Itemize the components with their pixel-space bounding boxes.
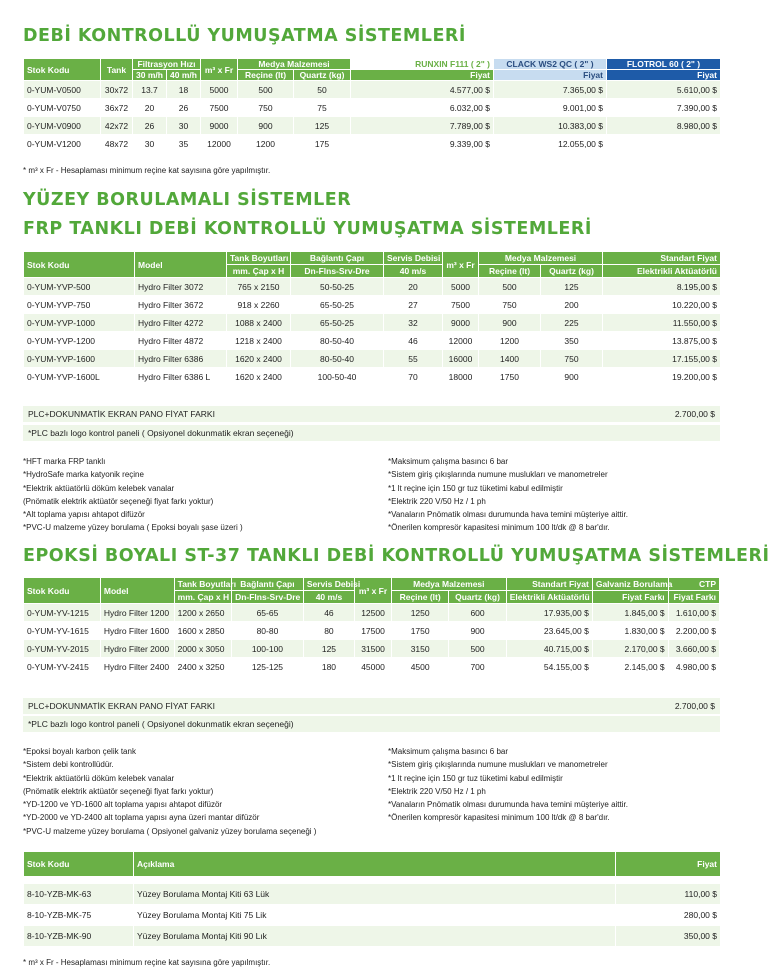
table-epoksi bbox=[23, 577, 720, 676]
note-line: *Vanaların Pnömatik olması durumunda hava temini müşteriye aittir. bbox=[388, 510, 628, 520]
table-row bbox=[24, 350, 721, 368]
table-row bbox=[24, 278, 721, 296]
table-cell: 2.145,00 $ bbox=[592, 658, 668, 676]
col-header-elektrikli: Elektrikli Aktüatörlü bbox=[603, 265, 721, 278]
table-cell: 20 bbox=[384, 278, 443, 296]
table-cell: 12.055,00 $ bbox=[494, 135, 607, 153]
table-cell: 350,00 $ bbox=[616, 926, 721, 947]
col-header-runxin: RUNXIN F111 ( 2" ) bbox=[351, 59, 494, 70]
note-line: *1 lt reçine için 150 gr tuz tüketimi kabul edilmiştir bbox=[388, 483, 563, 493]
table-cell: 75 bbox=[294, 99, 351, 117]
table-cell: 2.170,00 $ bbox=[592, 640, 668, 658]
table-debi-kontrollu bbox=[23, 58, 721, 153]
col-header-quartz: Quartz (kg) bbox=[541, 265, 603, 278]
table-cell: 0-YUM-YVP-750 bbox=[24, 296, 135, 314]
table-cell: 13.7 bbox=[133, 81, 167, 99]
table-cell: 0-YUM-V1200 bbox=[24, 135, 101, 153]
col-header-dn: Dn-Flns-Srv-Dre bbox=[232, 591, 304, 604]
footnote-m3: * m³ x Fr - Hesaplaması minimum reçine kat sayısına göre yapılmıştır. bbox=[23, 166, 271, 175]
table-cell: 350 bbox=[541, 332, 603, 350]
table-cell: 7.789,00 $ bbox=[351, 117, 494, 135]
note-line: *Epoksi boyalı karbon çelik tank bbox=[23, 747, 136, 756]
table-row bbox=[24, 658, 720, 676]
table-cell: 225 bbox=[541, 314, 603, 332]
col-header-fiyat: Fiyat bbox=[616, 852, 721, 877]
table-cell: 2400 x 3250 bbox=[174, 658, 231, 676]
table-cell: 918 x 2260 bbox=[227, 296, 291, 314]
table-cell: 0-YUM-YV-2415 bbox=[24, 658, 101, 676]
table-cell: 20 bbox=[133, 99, 167, 117]
table-cell: 100-50-40 bbox=[291, 368, 384, 386]
col-header-ctp-fark: Fiyat Farkı bbox=[668, 591, 719, 604]
table-cell: 12000 bbox=[443, 332, 479, 350]
col-header-ctp: CTP bbox=[668, 578, 719, 591]
table-cell: 1750 bbox=[391, 622, 448, 640]
plc-price: 2.700,00 $ bbox=[674, 701, 715, 711]
table-cell: 10.383,00 $ bbox=[494, 117, 607, 135]
col-header-model: Model bbox=[135, 252, 227, 278]
table-cell: 80-80 bbox=[232, 622, 304, 640]
note-line: *Elektrik aktüatörlü döküm kelebek vanalar bbox=[23, 483, 175, 493]
table-cell: 5000 bbox=[443, 278, 479, 296]
table-cell: 125-125 bbox=[232, 658, 304, 676]
table-cell: 9.001,00 $ bbox=[494, 99, 607, 117]
col-header-recine: Reçine (lt) bbox=[238, 70, 294, 81]
table-cell: 125 bbox=[294, 117, 351, 135]
table-cell: 4.577,00 $ bbox=[351, 81, 494, 99]
table-cell: 80 bbox=[303, 622, 354, 640]
table-row bbox=[24, 135, 721, 153]
table-cell: 30x72 bbox=[101, 81, 133, 99]
table-cell: 65-50-25 bbox=[291, 314, 384, 332]
table-cell: 12500 bbox=[355, 604, 392, 622]
table-cell: 0-YUM-YVP-1600L bbox=[24, 368, 135, 386]
table-cell: 180 bbox=[303, 658, 354, 676]
table-cell: 17500 bbox=[355, 622, 392, 640]
table-cell: 1.830,00 $ bbox=[592, 622, 668, 640]
table-cell: 23.645,00 $ bbox=[506, 622, 592, 640]
table-cell: 200 bbox=[541, 296, 603, 314]
col-header-elektrikli: Elektrikli Aktüatörlü bbox=[506, 591, 592, 604]
table-cell: 9.339,00 $ bbox=[351, 135, 494, 153]
table-montaj-kiti bbox=[23, 851, 721, 947]
note-line: *Elektrik 220 V/50 Hz / 1 ph bbox=[388, 496, 486, 506]
table-cell: 0-YUM-YV-2015 bbox=[24, 640, 101, 658]
plc-note: *PLC bazlı logo kontrol paneli ( Opsiyonel dokunmatik ekran seçeneği) bbox=[28, 428, 294, 438]
plc-price-row bbox=[23, 698, 720, 714]
table-cell: Hydro Filter 1600 bbox=[100, 622, 174, 640]
table-cell: 40.715,00 $ bbox=[506, 640, 592, 658]
table-cell: 36x72 bbox=[101, 99, 133, 117]
table-cell: 26 bbox=[167, 99, 201, 117]
table-cell: 750 bbox=[479, 296, 541, 314]
table-cell: 8.195,00 $ bbox=[603, 278, 721, 296]
col-header-quartz: Quartz (kg) bbox=[449, 591, 506, 604]
table-cell: Hydro Filter 6386 L bbox=[135, 368, 227, 386]
table-cell: 0-YUM-YV-1615 bbox=[24, 622, 101, 640]
table-cell: 27 bbox=[384, 296, 443, 314]
notes-right-epoksi bbox=[388, 745, 628, 825]
table-cell: 70 bbox=[384, 368, 443, 386]
table-cell: 13.875,00 $ bbox=[603, 332, 721, 350]
col-header-medya: Medya Malzemesi bbox=[391, 578, 506, 591]
table-cell: 7500 bbox=[443, 296, 479, 314]
table-frp bbox=[23, 251, 721, 386]
footnote-m3: * m³ x Fr - Hesaplaması minimum reçine kat sayısına göre yapılmıştır. bbox=[23, 958, 271, 967]
table-cell: 19.200,00 $ bbox=[603, 368, 721, 386]
table-cell: 500 bbox=[479, 278, 541, 296]
table-cell: 0-YUM-V0500 bbox=[24, 81, 101, 99]
col-header-model: Model bbox=[100, 578, 174, 604]
plc-note-row bbox=[23, 716, 720, 732]
note-line: (Pnömatik elektrik aktüatör seçeneği fiyat farkı yoktur) bbox=[23, 496, 214, 506]
table-row bbox=[24, 314, 721, 332]
col-header-tank: Tank bbox=[101, 59, 133, 81]
table-row bbox=[24, 368, 721, 386]
table-cell: 765 x 2150 bbox=[227, 278, 291, 296]
note-line: *YD-2000 ve YD-2400 alt toplama yapısı ayna üzeri mantar difüzör bbox=[23, 813, 260, 823]
table-cell: Hydro Filter 3072 bbox=[135, 278, 227, 296]
plc-note: *PLC bazlı logo kontrol paneli ( Opsiyonel dokunmatik ekran seçeneği) bbox=[28, 719, 294, 729]
table-cell: 9000 bbox=[443, 314, 479, 332]
table-cell: 1600 x 2850 bbox=[174, 622, 231, 640]
table-cell: 1200 x 2650 bbox=[174, 604, 231, 622]
table-cell: 1250 bbox=[391, 604, 448, 622]
col-header-clack: CLACK WS2 QC ( 2" ) bbox=[494, 59, 607, 70]
note-line: *Sistem giriş çıkışlarında numune muslukları ve manometreler bbox=[388, 470, 608, 480]
table-cell: 1200 bbox=[238, 135, 294, 153]
table-cell: 18 bbox=[167, 81, 201, 99]
table-cell: 1088 x 2400 bbox=[227, 314, 291, 332]
table-cell: 1620 x 2400 bbox=[227, 350, 291, 368]
col-header-m3: m³ x Fr bbox=[443, 252, 479, 278]
table-cell: 1750 bbox=[479, 368, 541, 386]
table-row bbox=[24, 332, 721, 350]
note-line: *Alt toplama yapısı ahtapot difüzör bbox=[23, 510, 145, 520]
table-cell: 110,00 $ bbox=[616, 884, 721, 905]
table-cell bbox=[607, 135, 721, 153]
note-line: *1 lt reçine için 150 gr tuz tüketimi kabul edilmiştir bbox=[388, 773, 563, 783]
table-cell: 18000 bbox=[443, 368, 479, 386]
table-cell: 0-YUM-YVP-1200 bbox=[24, 332, 135, 350]
note-line: *Sistem debi kontrollüdür. bbox=[23, 760, 114, 770]
col-header-stok: Stok Kodu bbox=[24, 252, 135, 278]
table-cell: 1620 x 2400 bbox=[227, 368, 291, 386]
col-header-fiyat-flotrol: Fiyat bbox=[607, 70, 721, 81]
table-cell: 16000 bbox=[443, 350, 479, 368]
table-cell: 0-YUM-V0750 bbox=[24, 99, 101, 117]
note-line: *PVC-U malzeme yüzey borulama ( Opsiyonel galvaniz yüzey borulama seçeneği ) bbox=[23, 826, 317, 836]
table-cell: 2.200,00 $ bbox=[668, 622, 719, 640]
table-cell: 750 bbox=[238, 99, 294, 117]
table-cell: 900 bbox=[449, 622, 506, 640]
table-row bbox=[24, 905, 721, 926]
table-cell: 31500 bbox=[355, 640, 392, 658]
table-cell: 8-10-YZB-MK-63 bbox=[24, 884, 134, 905]
notes-right-frp bbox=[388, 455, 628, 535]
table-cell: 500 bbox=[449, 640, 506, 658]
col-header-galvaniz-fark: Fiyat Farkı bbox=[592, 591, 668, 604]
table-cell: 900 bbox=[238, 117, 294, 135]
table-cell: Hydro Filter 4872 bbox=[135, 332, 227, 350]
table-cell: 80-50-40 bbox=[291, 332, 384, 350]
note-line: *YD-1200 ve YD-1600 alt toplama yapısı ahtapot difüzör bbox=[23, 800, 223, 810]
table-cell: Hydro Filter 4272 bbox=[135, 314, 227, 332]
note-line: *Önerilen kompresör kapasitesi minimum 100 lt/dk @ 8 bar'dır. bbox=[388, 813, 610, 823]
table-cell: 7.390,00 $ bbox=[607, 99, 721, 117]
table-cell: Hydro Filter 2400 bbox=[100, 658, 174, 676]
col-header-stok: Stok Kodu bbox=[24, 852, 134, 877]
note-line: *PVC-U malzeme yüzey borulama ( Epoksi boyalı şase üzeri ) bbox=[23, 523, 243, 533]
table-row bbox=[24, 117, 721, 135]
table-cell: 5000 bbox=[201, 81, 238, 99]
col-header-medya: Medya Malzemesi bbox=[238, 59, 351, 70]
section-title-debi: DEBİ KONTROLLÜ YUMUŞATMA SİSTEMLERİ bbox=[23, 26, 466, 46]
col-header-baglanti: Bağlantı Çapı bbox=[232, 578, 304, 591]
note-line: (Pnömatik elektrik aktüatör seçeneği fiyat farkı yoktur) bbox=[23, 786, 214, 796]
table-cell: 1400 bbox=[479, 350, 541, 368]
table-row bbox=[24, 81, 721, 99]
table-cell: 4.980,00 $ bbox=[668, 658, 719, 676]
col-header-stok: Stok Kodu bbox=[24, 578, 101, 604]
col-header-quartz: Quartz (kg) bbox=[294, 70, 351, 81]
table-cell: 48x72 bbox=[101, 135, 133, 153]
table-cell: 1200 bbox=[479, 332, 541, 350]
col-header-standart: Standart Fiyat bbox=[603, 252, 721, 265]
section-title-epoksi: EPOKSİ BOYALI ST-37 TANKLI DEBİ KONTROLLÜ YUMUŞATMA SİSTEMLERİ bbox=[23, 546, 769, 566]
table-cell: 0-YUM-V0900 bbox=[24, 117, 101, 135]
note-line: *Elektrik aktüatörlü döküm kelebek vanalar bbox=[23, 773, 175, 783]
table-cell: 45000 bbox=[355, 658, 392, 676]
table-cell: 8-10-YZB-MK-90 bbox=[24, 926, 134, 947]
table-cell: 55 bbox=[384, 350, 443, 368]
table-row bbox=[24, 99, 721, 117]
notes-left-frp bbox=[23, 455, 243, 535]
table-row bbox=[24, 884, 721, 905]
note-line: *Vanaların Pnömatik olması durumunda hava temini müşteriye aittir. bbox=[388, 800, 628, 810]
col-header-filtrasyon: Filtrasyon Hızı bbox=[133, 59, 201, 70]
col-header-tank-boyut: Tank Boyutları bbox=[174, 578, 231, 591]
note-line: *Sistem giriş çıkışlarında numune muslukları ve manometreler bbox=[388, 760, 608, 770]
table-cell: 0-YUM-YVP-500 bbox=[24, 278, 135, 296]
table-cell: Hydro Filter 1200 bbox=[100, 604, 174, 622]
col-header-30mh: 30 m/h bbox=[133, 70, 167, 81]
col-header-stok: Stok Kodu bbox=[24, 59, 101, 81]
table-cell: 46 bbox=[303, 604, 354, 622]
table-cell: 100-100 bbox=[232, 640, 304, 658]
table-cell: Hydro Filter 6386 bbox=[135, 350, 227, 368]
table-cell: 30 bbox=[133, 135, 167, 153]
plc-label: PLC+DOKUNMATİK EKRAN PANO FİYAT FARKI bbox=[28, 409, 215, 419]
table-cell: 65-50-25 bbox=[291, 296, 384, 314]
table-cell: 8-10-YZB-MK-75 bbox=[24, 905, 134, 926]
table-cell: 35 bbox=[167, 135, 201, 153]
table-row bbox=[24, 296, 721, 314]
plc-price-row bbox=[23, 406, 720, 422]
table-cell: 1.845,00 $ bbox=[592, 604, 668, 622]
table-cell: 1.610,00 $ bbox=[668, 604, 719, 622]
section-title-yuzey: YÜZEY BORULAMALI SİSTEMLER bbox=[23, 190, 352, 210]
table-row bbox=[24, 926, 721, 947]
table-cell: 175 bbox=[294, 135, 351, 153]
col-header-medya: Medya Malzemesi bbox=[479, 252, 603, 265]
note-line: *Maksimum çalışma basıncı 6 bar bbox=[388, 457, 509, 466]
col-header-fiyat-runxin: Fiyat bbox=[351, 70, 494, 81]
table-cell: Hydro Filter 2000 bbox=[100, 640, 174, 658]
col-header-40ms: 40 m/s bbox=[303, 591, 354, 604]
table-cell: 6.032,00 $ bbox=[351, 99, 494, 117]
col-header-m3: m³ x Fr bbox=[201, 59, 238, 81]
plc-note-row bbox=[23, 425, 720, 441]
col-header-m3: m³ x Fr bbox=[355, 578, 392, 604]
table-cell: 700 bbox=[449, 658, 506, 676]
table-cell: 900 bbox=[541, 368, 603, 386]
col-header-tank-boyut: Tank Boyutları bbox=[227, 252, 291, 265]
col-header-galvaniz: Galvaniz Borulama bbox=[592, 578, 668, 591]
table-cell: 11.550,00 $ bbox=[603, 314, 721, 332]
plc-label: PLC+DOKUNMATİK EKRAN PANO FİYAT FARKI bbox=[28, 701, 215, 711]
table-cell: 42x72 bbox=[101, 117, 133, 135]
table-cell: 3150 bbox=[391, 640, 448, 658]
table-row bbox=[24, 622, 720, 640]
col-header-dn: Dn-Flns-Srv-Dre bbox=[291, 265, 384, 278]
table-cell: 17.935,00 $ bbox=[506, 604, 592, 622]
col-header-cap: mm. Çap x H bbox=[227, 265, 291, 278]
table-cell: 65-65 bbox=[232, 604, 304, 622]
table-cell: 9000 bbox=[201, 117, 238, 135]
table-cell: 5.610,00 $ bbox=[607, 81, 721, 99]
table-cell: 750 bbox=[541, 350, 603, 368]
table-cell: 32 bbox=[384, 314, 443, 332]
table-cell: 1218 x 2400 bbox=[227, 332, 291, 350]
table-cell: 17.155,00 $ bbox=[603, 350, 721, 368]
table-cell: 500 bbox=[238, 81, 294, 99]
plc-price: 2.700,00 $ bbox=[674, 409, 715, 419]
col-header-servis: Servis Debisi bbox=[384, 252, 443, 265]
section-title-frp: FRP TANKLI DEBİ KONTROLLÜ YUMUŞATMA SİSTEMLERİ bbox=[23, 219, 592, 239]
col-header-aciklama: Açıklama bbox=[134, 852, 616, 877]
table-cell: 50-50-25 bbox=[291, 278, 384, 296]
col-header-40ms: 40 m/s bbox=[384, 265, 443, 278]
col-header-recine: Reçine (lt) bbox=[391, 591, 448, 604]
note-line: *Maksimum çalışma basıncı 6 bar bbox=[388, 747, 509, 756]
col-header-40mh: 40 m/h bbox=[167, 70, 201, 81]
table-cell: 50 bbox=[294, 81, 351, 99]
table-cell: 0-YUM-YVP-1000 bbox=[24, 314, 135, 332]
table-cell: Yüzey Borulama Montaj Kiti 75 Lik bbox=[134, 905, 616, 926]
col-header-recine: Reçine (lt) bbox=[479, 265, 541, 278]
table-cell: 280,00 $ bbox=[616, 905, 721, 926]
table-cell: 2000 x 3050 bbox=[174, 640, 231, 658]
table-cell: 125 bbox=[541, 278, 603, 296]
table-cell: 26 bbox=[133, 117, 167, 135]
note-line: *Elektrik 220 V/50 Hz / 1 ph bbox=[388, 786, 486, 796]
note-line: *HydroSafe marka katyonik reçine bbox=[23, 470, 144, 480]
col-header-fiyat-clack: Fiyat bbox=[494, 70, 607, 81]
table-cell: 12000 bbox=[201, 135, 238, 153]
col-header-standart: Standart Fiyat bbox=[506, 578, 592, 591]
note-line: *Önerilen kompresör kapasitesi minimum 100 lt/dk @ 8 bar'dır. bbox=[388, 523, 610, 533]
note-line: *HFT marka FRP tanklı bbox=[23, 457, 106, 466]
col-header-flotrol: FLOTROL 60 ( 2" ) bbox=[607, 59, 721, 70]
table-cell: 3.660,00 $ bbox=[668, 640, 719, 658]
table-cell: Yüzey Borulama Montaj Kiti 90 Lık bbox=[134, 926, 616, 947]
table-cell: Yüzey Borulama Montaj Kiti 63 Lük bbox=[134, 884, 616, 905]
col-header-baglanti: Bağlantı Çapı bbox=[291, 252, 384, 265]
table-cell: 80-50-40 bbox=[291, 350, 384, 368]
table-row bbox=[24, 640, 720, 658]
col-header-cap: mm. Çap x H bbox=[174, 591, 231, 604]
table-cell: Hydro Filter 3672 bbox=[135, 296, 227, 314]
table-cell: 7500 bbox=[201, 99, 238, 117]
table-cell: 8.980,00 $ bbox=[607, 117, 721, 135]
table-cell: 7.365,00 $ bbox=[494, 81, 607, 99]
table-cell: 46 bbox=[384, 332, 443, 350]
table-cell: 600 bbox=[449, 604, 506, 622]
table-row bbox=[24, 604, 720, 622]
table-cell: 900 bbox=[479, 314, 541, 332]
table-cell: 30 bbox=[167, 117, 201, 135]
notes-left-epoksi bbox=[23, 745, 316, 838]
table-cell: 10.220,00 $ bbox=[603, 296, 721, 314]
table-cell: 4500 bbox=[391, 658, 448, 676]
col-header-servis: Servis Debisi bbox=[303, 578, 354, 591]
table-cell: 0-YUM-YV-1215 bbox=[24, 604, 101, 622]
table-cell: 0-YUM-YVP-1600 bbox=[24, 350, 135, 368]
table-cell: 54.155,00 $ bbox=[506, 658, 592, 676]
table-cell: 125 bbox=[303, 640, 354, 658]
